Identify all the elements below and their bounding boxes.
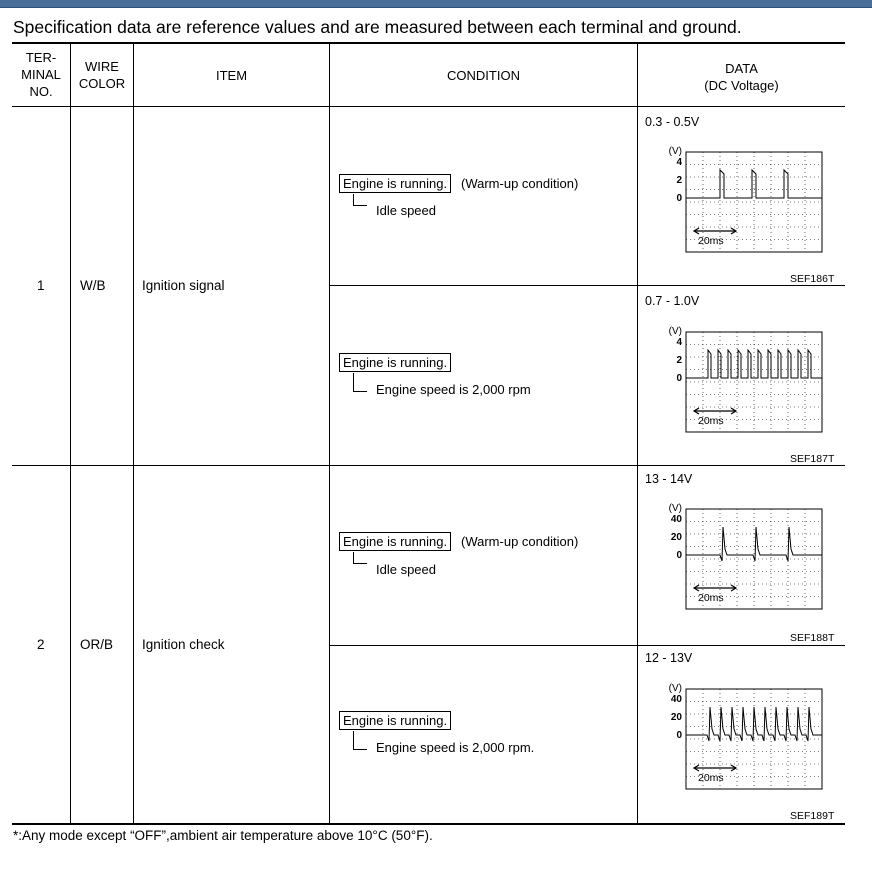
header-item: ITEM — [215, 68, 248, 83]
scope-y-tick: 4 — [676, 337, 682, 348]
header-condition: CONDITION — [447, 68, 520, 83]
scope-trace — [686, 707, 822, 741]
col-rule-4 — [637, 43, 638, 824]
scope-y-tick: 2 — [676, 175, 682, 186]
time-scale-arrow — [694, 585, 736, 591]
table-top-border — [12, 42, 845, 44]
condition-box: Engine is running. — [339, 353, 451, 372]
figure-code: SEF189T — [790, 810, 835, 822]
scope-y-tick: 40 — [670, 694, 682, 705]
row2-split-rule — [329, 645, 845, 646]
oscilloscope-waveform — [664, 320, 824, 440]
condition-detail: Idle speed — [376, 562, 436, 577]
page-title: Specification data are reference values and are measured between each terminal and ground. — [13, 17, 742, 37]
header-terminal-no: TER- MINAL NO. — [21, 50, 61, 99]
condition-detail: Idle speed — [376, 203, 436, 218]
scope-y-tick: 0 — [676, 550, 682, 561]
voltage-range: 13 - 14V — [645, 472, 693, 486]
time-scale-arrow — [694, 228, 736, 234]
row-separator — [12, 465, 845, 466]
time-scale-label: 20ms — [698, 235, 724, 247]
oscilloscope-waveform — [664, 677, 824, 797]
figure-code: SEF188T — [790, 632, 835, 644]
voltage-range: 0.7 - 1.0V — [645, 294, 700, 308]
condition-detail: Engine speed is 2,000 rpm — [376, 382, 531, 397]
scope-unit-label: (V) — [668, 683, 682, 694]
footnote: *:Any mode except “OFF”,ambient air temperature above 10°C (50°F). — [13, 828, 433, 843]
col-rule-3 — [329, 43, 330, 824]
header-data: DATA (DC Voltage) — [704, 61, 779, 93]
scope-unit-label: (V) — [668, 326, 682, 337]
wire-color: W/B — [80, 278, 106, 293]
scope-y-tick: 20 — [670, 532, 682, 543]
scope-unit-label: (V) — [668, 503, 682, 514]
oscilloscope-waveform — [664, 497, 824, 617]
col-rule-1 — [70, 43, 71, 824]
col-rule-2 — [133, 43, 134, 824]
header-wire-color: WIRE COLOR — [78, 59, 126, 91]
wire-color: OR/B — [80, 637, 114, 652]
figure-code: SEF187T — [790, 453, 835, 465]
condition-note: (Warm-up condition) — [461, 534, 579, 549]
scope-y-tick: 20 — [670, 712, 682, 723]
scope-y-tick: 4 — [676, 157, 682, 168]
scope-y-tick: 40 — [670, 514, 682, 525]
condition-connector — [353, 731, 367, 750]
time-scale-label: 20ms — [698, 415, 724, 427]
scope-y-tick: 0 — [676, 730, 682, 741]
header-bottom-rule — [12, 106, 845, 107]
condition-connector — [353, 194, 367, 206]
row1-split-rule — [329, 285, 845, 286]
scope-y-tick: 0 — [676, 373, 682, 384]
terminal-number: 2 — [37, 637, 45, 652]
scope-unit-label: (V) — [668, 146, 682, 157]
voltage-range: 0.3 - 0.5V — [645, 115, 700, 129]
scope-y-tick: 2 — [676, 355, 682, 366]
condition-note: (Warm-up condition) — [461, 176, 579, 191]
table-bottom-border — [12, 823, 845, 825]
scope-y-tick: 0 — [676, 193, 682, 204]
condition-connector — [353, 552, 367, 564]
time-scale-arrow — [694, 765, 736, 771]
voltage-range: 12 - 13V — [645, 651, 693, 665]
time-scale-label: 20ms — [698, 592, 724, 604]
item-name: Ignition signal — [142, 278, 225, 293]
scope-trace — [686, 527, 822, 561]
time-scale-label: 20ms — [698, 772, 724, 784]
condition-box: Engine is running. — [339, 532, 451, 551]
condition-detail: Engine speed is 2,000 rpm. — [376, 740, 535, 755]
oscilloscope-waveform — [664, 140, 824, 260]
condition-box: Engine is running. — [339, 711, 451, 730]
item-name: Ignition check — [142, 637, 225, 652]
figure-code: SEF186T — [790, 273, 835, 285]
time-scale-arrow — [694, 408, 736, 414]
condition-box: Engine is running. — [339, 174, 451, 193]
condition-connector — [353, 373, 367, 392]
terminal-number: 1 — [37, 278, 45, 293]
window-title-bar — [0, 0, 872, 8]
